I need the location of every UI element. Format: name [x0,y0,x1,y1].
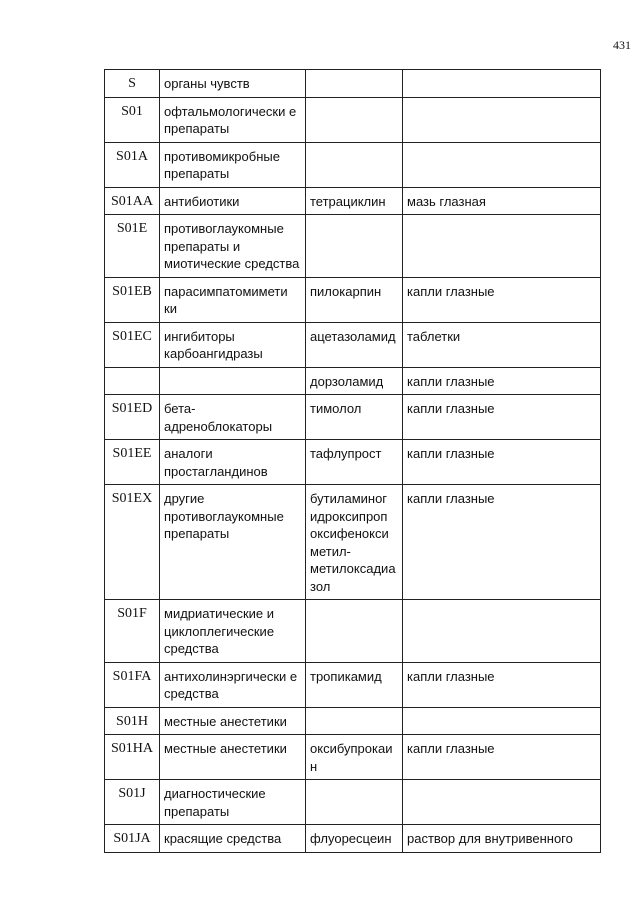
active-substance [306,780,403,825]
table-row [105,367,601,395]
atc-drug-table [104,69,601,853]
table-row [105,825,601,853]
table-row [105,600,601,663]
table-row [105,395,601,440]
atc-code: S01EX [105,485,160,600]
atc-code: S01E [105,215,160,278]
atc-code: S [105,70,160,98]
pharmacological-group: антихолинэргически е средства [160,662,306,707]
active-substance [306,142,403,187]
active-substance: тафлупрост [306,440,403,485]
table-row [105,485,601,600]
active-substance [306,707,403,735]
pharmacological-group: органы чувств [160,70,306,98]
dosage-form: капли глазные [403,277,601,322]
page-number: 431 [613,38,631,52]
atc-code [105,367,160,395]
pharmacological-group [160,367,306,395]
atc-code: S01 [105,97,160,142]
table-row [105,277,601,322]
atc-code: S01AA [105,187,160,215]
dosage-form: капли глазные [403,662,601,707]
atc-code: S01EB [105,277,160,322]
pharmacological-group: аналоги простагландинов [160,440,306,485]
table-row [105,97,601,142]
pharmacological-group: местные анестетики [160,707,306,735]
dosage-form: капли глазные [403,735,601,780]
dosage-form [403,780,601,825]
dosage-form [403,215,601,278]
pharmacological-group: другие противоглаукомные препараты [160,485,306,600]
dosage-form: капли глазные [403,367,601,395]
active-substance: тропикамид [306,662,403,707]
atc-code: S01H [105,707,160,735]
pharmacological-group: местные анестетики [160,735,306,780]
atc-code: S01J [105,780,160,825]
dosage-form: капли глазные [403,485,601,600]
pharmacological-group: ингибиторы карбоангидразы [160,322,306,367]
pharmacological-group: противомикробные препараты [160,142,306,187]
dosage-form [403,142,601,187]
dosage-form: раствор для внутривенного [403,825,601,853]
dosage-form [403,707,601,735]
dosage-form [403,600,601,663]
table-row [105,70,601,98]
table-row [105,662,601,707]
table-row [105,440,601,485]
pharmacological-group: красящие средства [160,825,306,853]
pharmacological-group: офтальмологически е препараты [160,97,306,142]
atc-code: S01ED [105,395,160,440]
active-substance: тетрациклин [306,187,403,215]
atc-code: S01JA [105,825,160,853]
table-row [105,187,601,215]
atc-code: S01A [105,142,160,187]
active-substance [306,600,403,663]
active-substance [306,70,403,98]
active-substance: бутиламиног идроксипроп оксифенокси метил-метилоксадиа зол [306,485,403,600]
dosage-form: капли глазные [403,395,601,440]
active-substance [306,215,403,278]
pharmacological-group: бета-адреноблокаторы [160,395,306,440]
atc-code: S01HA [105,735,160,780]
table-row [105,735,601,780]
table-row [105,780,601,825]
pharmacological-group: противоглаукомные препараты и миотические средства [160,215,306,278]
active-substance: тимолол [306,395,403,440]
dosage-form [403,97,601,142]
active-substance: флуоресцеин [306,825,403,853]
atc-code: S01EC [105,322,160,367]
table-row [105,322,601,367]
atc-code: S01F [105,600,160,663]
dosage-form: мазь глазная [403,187,601,215]
atc-code: S01EE [105,440,160,485]
active-substance: пилокарпин [306,277,403,322]
table-row [105,707,601,735]
table-row [105,215,601,278]
pharmacological-group: диагностические препараты [160,780,306,825]
pharmacological-group: антибиотики [160,187,306,215]
pharmacological-group: парасимпатомимети ки [160,277,306,322]
active-substance [306,97,403,142]
active-substance: оксибупрокаи н [306,735,403,780]
active-substance: дорзоламид [306,367,403,395]
dosage-form: капли глазные [403,440,601,485]
dosage-form: таблетки [403,322,601,367]
pharmacological-group: мидриатические и циклоплегические средства [160,600,306,663]
active-substance: ацетазоламид [306,322,403,367]
dosage-form [403,70,601,98]
atc-code: S01FA [105,662,160,707]
table-row [105,142,601,187]
